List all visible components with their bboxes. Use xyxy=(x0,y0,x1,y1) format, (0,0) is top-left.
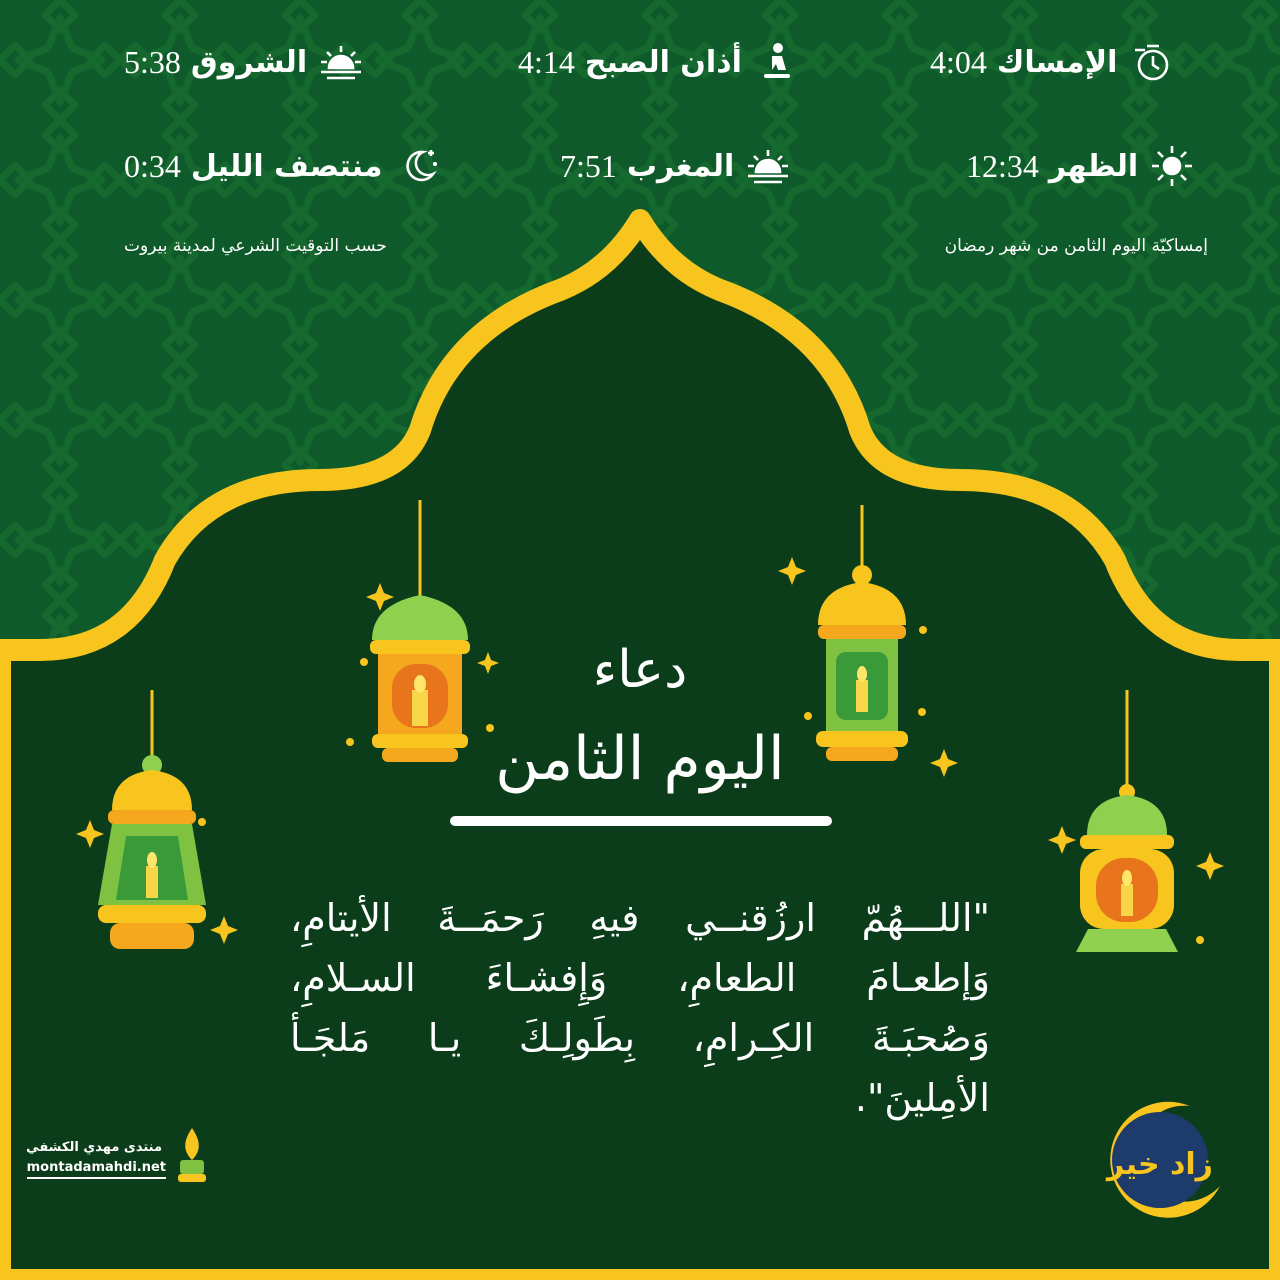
prayer-line-4: الأمِلينَ". xyxy=(854,1076,990,1120)
heading-line1: دعاء xyxy=(592,640,688,700)
maghrib-label: المغرب xyxy=(626,148,735,184)
sunrise-value: 5:38 xyxy=(124,43,181,80)
imsak-label: الإمساك xyxy=(996,44,1118,80)
sunset-icon xyxy=(744,142,792,190)
sun-icon xyxy=(1148,142,1196,190)
imsak-time xyxy=(930,38,1175,86)
maghrib-value: 7:51 xyxy=(560,147,617,184)
montada-mahdi-logo xyxy=(26,1124,210,1194)
fajr-time xyxy=(518,38,800,86)
city-note: حسب التوقيت الشرعي لمدينة بيروت xyxy=(124,236,387,256)
prayer-person-icon xyxy=(752,38,800,86)
fajr-label: أذان الصبح xyxy=(584,44,742,80)
sunrise-label: الشروق xyxy=(190,44,308,80)
heading-line2: اليوم الثامن xyxy=(495,724,785,794)
logo-left-text: منتدى مهدي الكشفي xyxy=(26,1140,162,1155)
prayer-text xyxy=(290,888,990,1128)
prayer-line-2: وَإطعـامَ الطعامِ، وَإِفشـاءَ السـلامِ، xyxy=(290,956,990,1000)
midnight-time xyxy=(124,142,441,190)
alarm-icon xyxy=(1127,38,1175,86)
dhuhr-time xyxy=(966,142,1196,190)
day-note: إمساكيّة اليوم الثامن من شهر رمضان xyxy=(944,236,1208,256)
sunrise-time xyxy=(124,38,365,86)
logo-left-url: montadamahdi.net xyxy=(27,1160,166,1179)
sunrise-icon xyxy=(317,38,365,86)
prayer-line-1: "اللـــهُمّ ارزُقنــي فيهِ رَحمَــةَ الأيتامِ، xyxy=(290,896,990,940)
maghrib-time xyxy=(560,142,792,190)
crescent-logo-icon xyxy=(1090,1096,1240,1226)
logo-right-text: زاد خير xyxy=(1107,1147,1213,1182)
scout-emblem-icon xyxy=(174,1124,210,1186)
imsak-value: 4:04 xyxy=(930,43,987,80)
heading-underline xyxy=(450,816,832,826)
zad-khair-logo xyxy=(1090,1096,1240,1226)
dhuhr-label: الظهر xyxy=(1048,148,1139,184)
moon-stars-icon xyxy=(393,142,441,190)
fajr-value: 4:14 xyxy=(518,43,575,80)
midnight-label: منتصف الليل xyxy=(190,148,383,184)
prayer-line-3: وَصُحبَـةَ الكِـرامِ، بِطَولِـكَ يـا مَلجَـأ xyxy=(290,1016,990,1060)
dhuhr-value: 12:34 xyxy=(966,147,1039,184)
midnight-value: 0:34 xyxy=(124,147,181,184)
